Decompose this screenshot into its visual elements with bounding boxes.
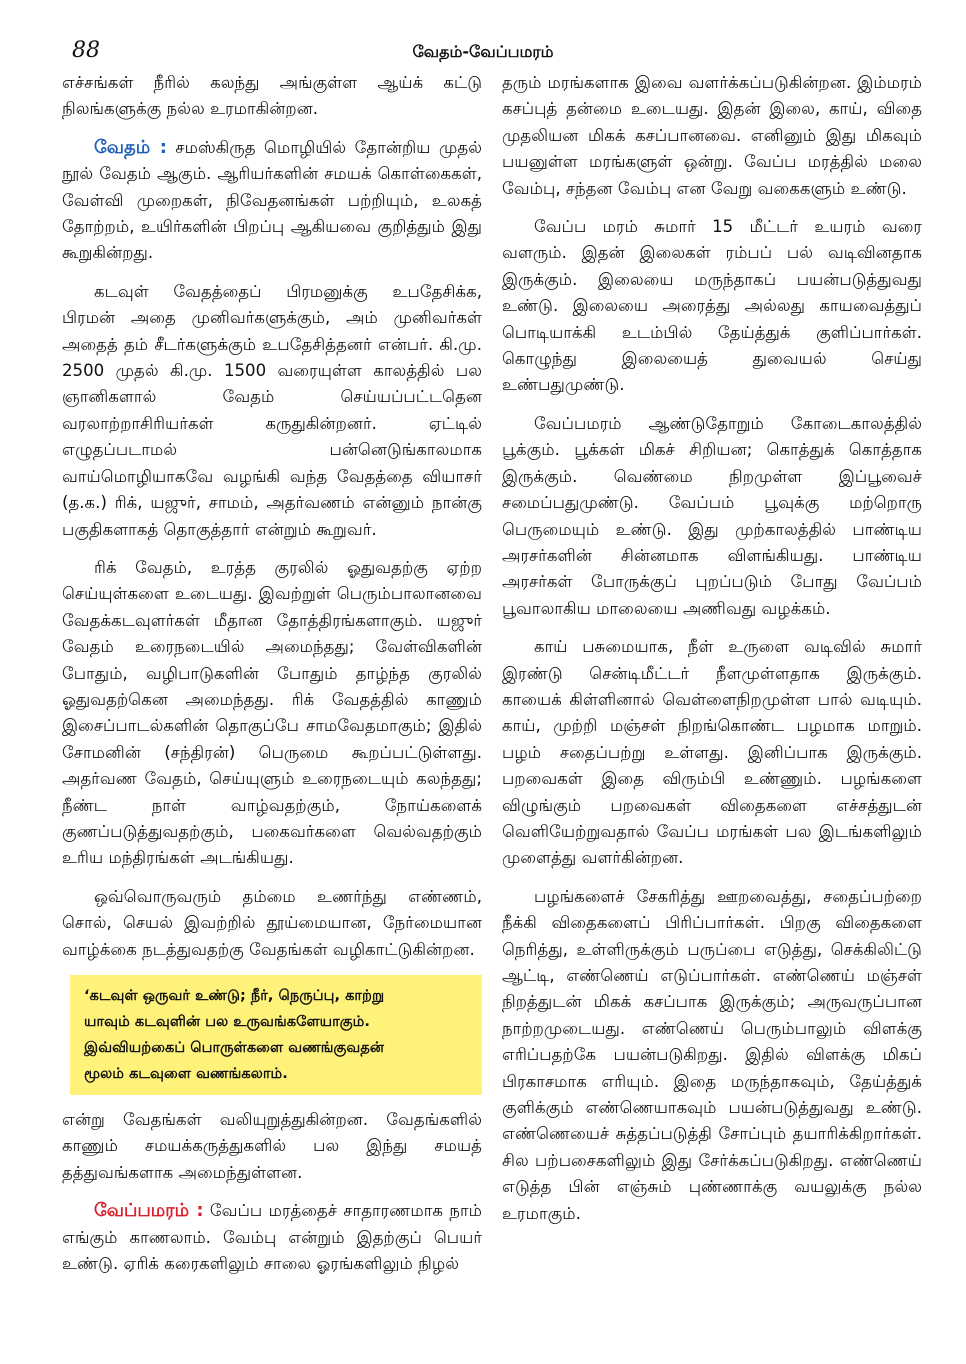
veppam-entry bbox=[62, 1198, 482, 1277]
veppam-paragraph-3: வேப்பமரம் ஆண்டுதோறும் கோடைகாலத்தில் பூக்கும். பூக்கள் மிகச் சிறியன; கொத்துக் கொத்தாக இருக்கும். வெண்மை நிறமுள்ள இப்பூவைச் சமைப்பதுமுண்டு. வேப்பம் பூவுக்கு மற்றொரு பெருமையும் உண்டு. இது முற்காலத்தில் பாண்டிய அரசர்களின் சின்னமாக விளங்கியது. பாண்டிய அரசர்கள் போருக்குப் புறப்படும் போது வேப்பம் பூவாலாகிய மாலையை அணிவது வழக்கம். bbox=[502, 413, 922, 618]
veppam-definition: வேப்ப மரத்தைச் சாதாரணமாக நாம் எங்கும் காணலாம். வேம்பு என்றும் இதற்குப் பெயர் உண்டு. ஏரிக் கரைகளிலும் சாலை ஓரங்களிலும் நிழல் bbox=[62, 1201, 482, 1274]
quote-line: யாவும் கடவுளின் பல உருவங்களேயாகும். bbox=[84, 1013, 370, 1030]
intro-paragraph: எச்சங்கள் நீரில் கலந்து அங்குள்ள ஆய்க் கட்டு நிலங்களுக்கு நல்ல உரமாகின்றன. bbox=[62, 73, 482, 119]
running-head: வேதம்-வேப்பமரம் bbox=[412, 42, 554, 61]
veppam-paragraph-5: பழங்களைச் சேகரித்து ஊறவைத்து, சதைப்பற்றை நீக்கி விதைகளைப் பிரிப்பார்கள். பிறகு விதைகளை நெரித்து, உள்ளிருக்கும் பருப்பை எடுத்து, செக்கிலிட்டு ஆட்டி, எண்ணெய் எடுப்பார்கள். எண்ணெய் மஞ்சள் நிறத்துடன் மிகக் கசப்பாக இருக்கும்; அருவருப்பான நாற்றமுடையது. எண்ணெய் பெரும்பாலும் விளக்கு எரிப்பதற்கே பயன்படுகிறது. இதில் விளக்கு மிகப் பிரகாசமாக எரியும். இதை மருந்தாகவும், தேய்த்துக் குளிக்கும் எண்ணெயாகவும் பயன்படுத்துவது உண்டு. எண்ணெயைச் சுத்தப்படுத்தி சோப்பும் தயாரிக்கிறார்கள். சில பற்பசைகளிலும் இது சேர்க்கப்படுகிறது. எண்ணெய் எடுத்த பின் எஞ்சும் புண்ணாக்கு வயலுக்கு நல்ல உரமாகும். bbox=[502, 886, 922, 1223]
vedam-paragraph-5: என்று வேதங்கள் வலியுறுத்துகின்றன. வேதங்களில் காணும் சமயக்கருத்துகளில் பல இந்து சமயத் தத்துவங்களாக அமைந்துள்ளன. bbox=[62, 1110, 482, 1182]
quote-line: ‘கடவுள் ஒருவர் உண்டு; நீர், நெருப்பு, காற்று bbox=[84, 987, 385, 1004]
highlighted-quote bbox=[70, 975, 482, 1095]
quote-line: இவ்வியற்கைப் பொருள்களை வணங்குவதன் bbox=[84, 1039, 385, 1056]
page-number: 88 bbox=[72, 38, 100, 63]
vedam-paragraph-4: ஒவ்வொருவரும் தம்மை உணர்ந்து எண்ணம், சொல், செயல் இவற்றில் தூய்மையான, நேர்மையான வாழ்க்கை நடத்துவதற்கு வேதங்கள் வழிகாட்டுகின்றன. bbox=[62, 886, 482, 959]
vedam-term: வேதம் : bbox=[94, 136, 167, 158]
veppam-paragraph-1: தரும் மரங்களாக இவை வளர்க்கப்படுகின்றன. இம்மரம் கசப்புத் தன்மை உடையது. இதன் இலை, காய், விதை முதலியன மிகக் கசப்பானவை. எனினும் இது மிகவும் பயனுள்ள மரங்களுள் ஒன்று. வேப்ப மரத்தில் மலை வேம்பு, சந்தன வேம்பு என வேறு வகைகளும் உண்டு. bbox=[502, 73, 922, 198]
veppam-term: வேப்பமரம் : bbox=[94, 1200, 204, 1222]
veppam-paragraph-4: காய் பசுமையாக, நீள் உருளை வடிவில் சுமார் இரண்டு சென்டிமீட்டர் நீளமுள்ளதாக இருக்கும். காயைக் கிள்ளினால் வெள்ளைநிறமுள்ள பால் வடியும். காய், முற்றி மஞ்சள் நிறங்கொண்ட பழமாக மாறும். பழம் சதைப்பற்று உள்ளது. இனிப்பாக இருக்கும். பறவைகள் இதை விரும்பி உண்ணும். பழங்களை விழுங்கும் பறவைகள் விதைகளை எச்சத்துடன் வெளியேற்றுவதால் வேப்ப மரங்கள் பல இடங்களிலும் முளைத்து வளர்கின்றன. bbox=[502, 637, 922, 868]
veppam-paragraph-2: வேப்ப மரம் சுமார் 15 மீட்டர் உயரம் வரை வளரும். இதன் இலைகள் ரம்பப் பல் வடிவினதாக இருக்கும். இலையை மருந்தாகப் பயன்படுத்துவது உண்டு. இலையை அரைத்து அல்லது காயவைத்துப் பொடியாக்கி உடம்பில் தேய்த்துக் குளிப்பார்கள். கொழுந்து இலையைத் துவையல் செய்து உண்பதுமுண்டு. bbox=[502, 217, 922, 395]
left-column bbox=[62, 70, 482, 1289]
vedam-definition: சமஸ்கிருத மொழியில் தோன்றிய முதல் நூல் வேதம் ஆகும். ஆரியர்களின் சமயக் கொள்கைகள், வேள்வி முறைகள், நிவேதனங்கள் பற்றியும், உலகத் தோற்றம், உயிர்களின் பிறப்பு ஆகியவை குறித்தும் இது கூறுகின்றது. bbox=[62, 137, 482, 263]
vedam-paragraph-2: கடவுள் வேதத்தைப் பிரமனுக்கு உபதேசிக்க, பிரமன் அதை முனிவர்களுக்கும், அம் முனிவர்கள் அதைத் தம் சீடர்களுக்கும் உபதேசித்தனர் என்பர். கி.மு. 2500 முதல் கி.மு. 1500 வரையுள்ள காலத்தில் பல ஞானிகளால் வேதம் செய்யப்பட்டதென வரலாற்றாசிரியர்கள் கருதுகின்றனர். ஏட்டில் எழுதப்படாமல் பன்னெடுங்காலமாக வாய்மொழியாகவே வழங்கி வந்த வேதத்தை வியாசர் (த.க.) ரிக், யஜுர், சாமம், அதர்வணம் என்னும் நான்கு பகுதிகளாகத் தொகுத்தார் என்றும் கூறுவர். bbox=[62, 281, 482, 539]
quote-line: மூலம் கடவுளை வணங்கலாம். bbox=[84, 1065, 288, 1082]
vedam-paragraph-3: ரிக் வேதம், உரத்த குரலில் ஓதுவதற்கு ஏற்ற செய்யுள்களை உடையது. இவற்றுள் பெரும்பாலானவை வேதக்கடவுளர்கள் மீதான தோத்திரங்களாகும். யஜுர் வேதம் உரைநடையில் அமைந்தது; வேள்விகளின் போதும், வழிபாடுகளின் போதும் தாழ்ந்த குரலில் ஓதுவதற்கென அமைந்தது. ரிக் வேதத்தில் காணும் இசைப்பாடல்களின் தொகுப்பே சாமவேதமாகும்; இதில் சோமனின் (சந்திரன்) பெருமை கூறப்பட்டுள்ளது. அதர்வண வேதம், செய்யுளும் உரைநடையும் கலந்தது; நீண்ட நாள் வாழ்வதற்கும், நோய்களைக் குணப்படுத்துவதற்கும், பகைவர்களை வெல்வதற்கும் உரிய மந்திரங்கள் அடங்கியது. bbox=[62, 557, 482, 868]
right-column bbox=[502, 70, 922, 1239]
vedam-entry bbox=[62, 135, 482, 267]
